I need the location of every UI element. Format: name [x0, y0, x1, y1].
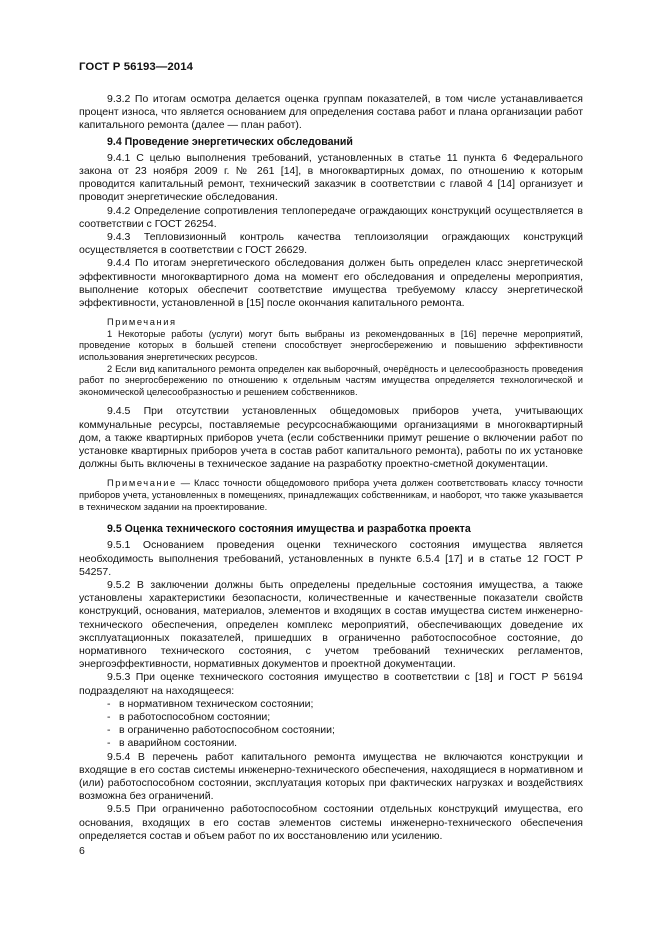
- page-number: 6: [79, 845, 85, 857]
- section-heading-9-5: 9.5 Оценка технического состояния имущества и разработка проекта: [107, 523, 471, 536]
- paragraph-9-5-5: 9.5.5 При ограниченно работоспособном состоянии отдельных конструкций имущества, его основания, входящих в его состав элементов системы инженерно-технического обеспечения определяется состав и объем работ по их восстановлению или усилению.: [79, 803, 583, 842]
- list-item: - в нормативном техническом состоянии;: [107, 697, 314, 710]
- paragraph-9-4-3: 9.4.3 Тепловизионный контроль качества теплоизоляции ограждающих конструкций осуществляется в соответствии с ГОСТ 26629.: [79, 231, 583, 257]
- paragraph-9-4-4: 9.4.4 По итогам энергетического обследования должен быть определен класс энергетической эффективности многоквартирного дома на момент его обследования и определены мероприятия, выполнение которых обеспечит соответствие имущества требуемому классу энергетической эффективности, установленной в [15] после окончания капитального ремонта.: [79, 257, 583, 310]
- note-2: 2 Если вид капитального ремонта определен как выборочный, очерёдность и целесообразность проведения работ по энергосбережению по отношению к отдельным частям имущества определяется технологической и экономической целесообразностью и решением собственников.: [79, 363, 583, 397]
- paragraph-9-5-2: 9.5.2 В заключении должны быть определены предельные состояния имущества, а также установлены характеристики безопасности, количественные и качественные показатели свойств конструкций, основания, материалов, элементов и входящих в состав имущества систем инженерно-технического обеспечения, определен комплекс мероприятий, обеспечивающих доведение их эксплуатационных показателей, пришедших в ограниченно работоспособное состояние, до нормативного технического состояния, с учетом требований технических регламентов, энергоэффективности, нормативных документов и проектной документации.: [79, 579, 583, 671]
- state-list: [79, 698, 583, 751]
- document-body: [79, 93, 583, 843]
- paragraph-9-4-2: 9.4.2 Определение сопротивления теплопередаче ограждающих конструкций осуществляется в соответствии с ГОСТ 26254.: [79, 204, 583, 230]
- note-single: [79, 478, 583, 513]
- paragraph-9-5-1: 9.5.1 Основанием проведения оценки технического состояния имущества является необходимость выполнения требований, установленных в пункте 6.5.4 [17] и в статье 12 ГОСТ Р 54257.: [79, 539, 583, 578]
- list-item: - в аварийном состоянии.: [107, 737, 238, 750]
- section-heading-9-4: 9.4 Проведение энергетических обследований: [107, 135, 353, 148]
- paragraph-9-4-1: 9.4.1 С целью выполнения требований, установленных в статье 11 пункта 6 Федерального закона от 23 ноября 2009 г. № 261 [14], в многоквартирных домах, по отношению к которым проводится капитальный ремонт, технический заказчик в соответствии с главой 4 [14] организует и проводит энергетические обследования.: [79, 151, 583, 204]
- paragraph-9-5-4: 9.5.4 В перечень работ капитального ремонта имущества не включаются конструкции и входящие в его состав системы инженерно-технического обеспечения, находящиеся в нормативном и (или) работоспособном состоянии, эксплуатация которых при фактических нагрузках и воздействиях возможна без ограничений.: [79, 750, 583, 803]
- paragraph-9-3-2: 9.3.2 По итогам осмотра делается оценка группам показателей, в том числе устанавливается процент износа, что является основанием для определения состава работ и плана организации работ капитального ремонта (далее — план работ).: [79, 93, 583, 132]
- list-item: - в ограниченно работоспособном состоянии;: [107, 724, 335, 737]
- note-single-text: — Класс точности общедомового прибора учета должен соответствовать классу точности приборов учета, установленных в помещениях, принадлежащих собственникам, и наоборот, что также указывается в техническом задании на проектирование.: [79, 478, 583, 512]
- document-code: ГОСТ Р 56193—2014: [79, 61, 194, 73]
- note-1: 1 Некоторые работы (услуги) могут быть выбраны из рекомендованных в [16] перечне мероприятий, проведение которых в большей степени способствует энергосбережению и повышению эффективности использования энергетических ресурсов.: [79, 328, 583, 363]
- notes-heading: Примечания: [107, 317, 177, 328]
- paragraph-9-5-3: 9.5.3 При оценке технического состояния имущество в соответствии с [18] и ГОСТ Р 56194 подразделяют на находящееся:: [79, 671, 583, 697]
- paragraph-9-4-5: 9.4.5 При отсутствии установленных общедомовых приборов учета, учитывающих коммунальные ресурсы, поставляемые ресурсоснабжающими организациями в многоквартирный дом, а также квартирных приборов учета (если собственники примут решение о включении работ по установке квартирных приборов учета в состав работ капитального ремонта), работы по их установке должны быть включены в техническое задание на разработку проектно-сметной документации.: [79, 405, 583, 471]
- list-item: - в работоспособном состоянии;: [107, 711, 271, 724]
- note-single-label: Примечание: [107, 478, 177, 489]
